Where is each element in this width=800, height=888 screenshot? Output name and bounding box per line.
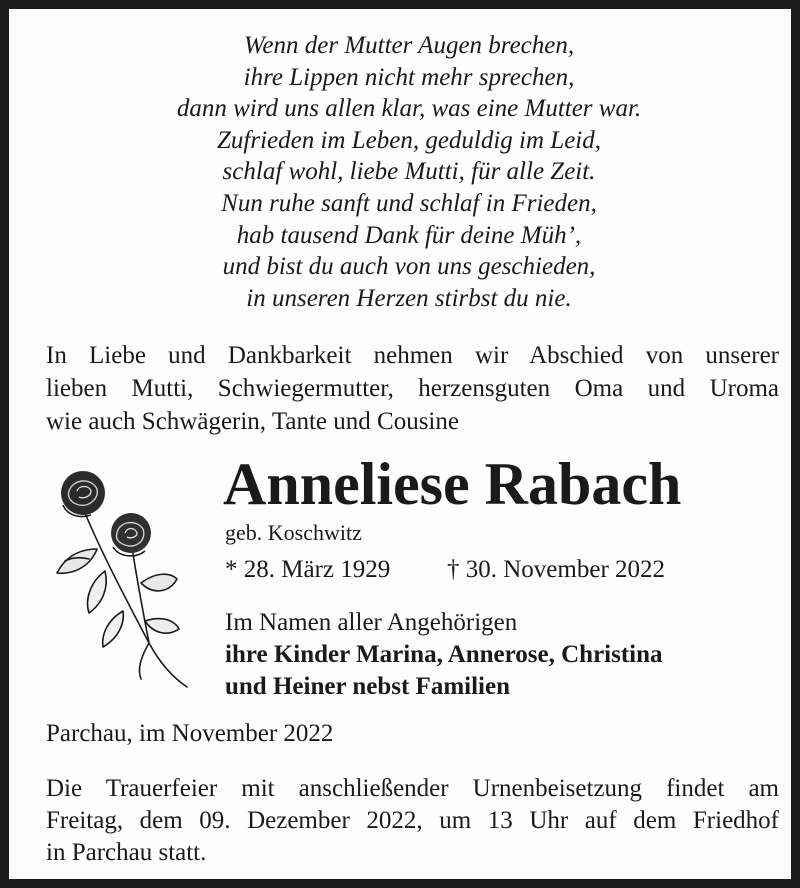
intro-line: wie auch Schwägerin, Tante und Cousine <box>46 408 459 435</box>
rose-illustration-icon <box>45 461 195 693</box>
intro-line: In Liebe und Dankbarkeit nehmen wir Abschied von unserer <box>46 342 779 369</box>
poem-line: hab tausend Dank für deine Müh’, <box>236 221 582 249</box>
memorial-poem <box>29 30 789 314</box>
place-and-date: Parchau, im November 2022 <box>46 720 334 747</box>
poem-line: dann wird uns allen klar, was eine Mutter war. <box>176 95 642 123</box>
funeral-line: in Parchau statt. <box>46 839 207 866</box>
poem-line: in unseren Herzen stirbst du nie. <box>246 284 572 312</box>
mourners-block <box>225 607 745 703</box>
poem-line: Nun ruhe sanft und schlaf in Frieden, <box>221 189 597 217</box>
birth-name: geb. Koschwitz <box>225 520 362 545</box>
funeral-notice <box>46 773 779 869</box>
poem-line: Zufrieden im Leben, geduldig im Leid, <box>217 126 601 154</box>
poem-line: Wenn der Mutter Augen brechen, <box>243 32 575 59</box>
death-date: † 30. November 2022 <box>447 556 666 583</box>
funeral-line: Freitag, dem 09. Dezember 2022, um 13 Uhr auf dem Friedhof <box>46 807 779 834</box>
funeral-line: Die Trauerfeier mit anschließender Urnenbeisetzung findet am <box>46 775 779 802</box>
intro-paragraph <box>46 339 779 438</box>
poem-line: und bist du auch von uns geschieden, <box>222 253 596 281</box>
poem-line: ihre Lippen nicht mehr sprechen, <box>243 63 575 91</box>
intro-line: lieben Mutti, Schwiegermutter, herzensguten Oma und Uroma <box>46 375 779 402</box>
poem-line: schlaf wohl, liebe Mutti, für alle Zeit. <box>222 158 596 186</box>
mourners-names-cont: und Heiner nebst Familien <box>225 673 510 700</box>
mourners-intro: Im Namen aller Angehörigen <box>225 609 518 636</box>
mourners-names: ihre Kinder Marina, Annerose, Christina <box>225 641 663 668</box>
deceased-name: Anneliese Rabach <box>223 451 682 517</box>
birth-date: * 28. März 1929 <box>225 556 391 583</box>
